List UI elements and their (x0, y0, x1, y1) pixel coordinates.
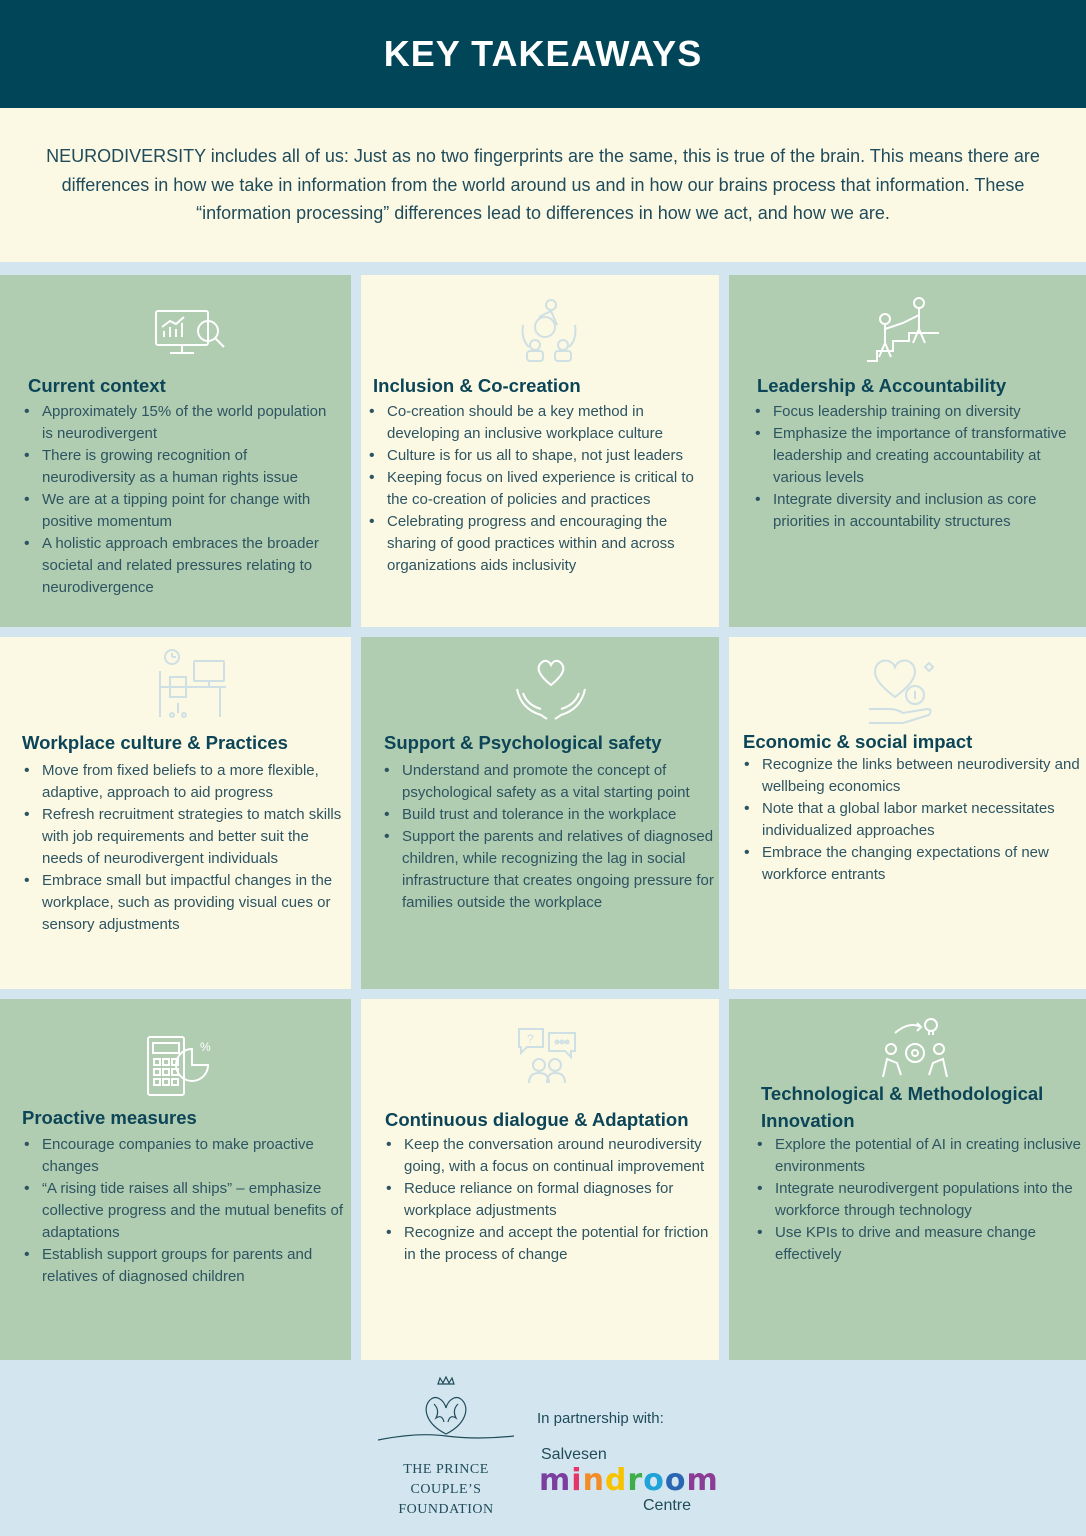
card-bullet-list (384, 1134, 714, 1266)
list-item: • Move from fixed beliefs to a more flexible, adaptive, approach to aid progress (22, 760, 342, 804)
list-item: • We are at a tipping point for change with positive momentum (22, 489, 340, 533)
list-item: • Celebrating progress and encouraging the sharing of good practices within and across organizations aids inclusivity (367, 511, 717, 577)
card-bullet-list (22, 1134, 350, 1288)
card-title: Inclusion & Co-creation (373, 375, 581, 396)
mindroom-letter: o (643, 1463, 665, 1498)
list-item: • Culture is for us all to shape, not just leaders (367, 445, 717, 467)
card-title: Support & Psychological safety (384, 732, 662, 753)
mindroom-letter: o (664, 1463, 687, 1498)
heart-coin-hand-icon (863, 653, 943, 729)
hands-heart-icon (511, 653, 591, 729)
card-bullet-list (367, 401, 717, 577)
foundation-name: THE PRINCE COUPLE’S FOUNDATION (398, 1462, 494, 1517)
card-bullet-list (22, 760, 342, 936)
helping-hand-stairs-icon (863, 293, 943, 369)
list-item: • “A rising tide raises all ships” – emphasize collective progress and the mutual benefits of adaptations (22, 1178, 350, 1244)
card-continuous-dialogue (361, 999, 719, 1360)
list-item: • Embrace small but impactful changes in the workplace, such as providing visual cues or sensory adjustments (22, 870, 342, 936)
card-workplace-culture (0, 637, 351, 989)
card-tech-innovation (729, 999, 1086, 1360)
card-title: Economic & social impact (743, 731, 973, 752)
list-item: • Recognize the links between neurodiversity and wellbeing economics (742, 754, 1086, 798)
list-item: • Keeping focus on lived experience is critical to the co-creation of policies and practices (367, 467, 717, 511)
partner-name-centre: Centre (643, 1497, 692, 1514)
list-item: • Reduce reliance on formal diagnoses for workplace adjustments (384, 1178, 714, 1222)
list-item: • Integrate neurodivergent populations into the workforce through technology (755, 1178, 1083, 1222)
list-item: • Refresh recruitment strategies to match skills with job requirements and better suit the needs of neurodivergent individuals (22, 804, 342, 870)
list-item: • Approximately 15% of the world population is neurodivergent (22, 401, 340, 445)
header-bar (0, 0, 1086, 108)
mindroom-letter: i (571, 1463, 583, 1498)
list-item: • Co-creation should be a key method in developing an inclusive workplace culture (367, 401, 717, 445)
card-economic-social (729, 637, 1086, 989)
card-title: Continuous dialogue & Adaptation (385, 1109, 689, 1130)
list-item: • Keep the conversation around neurodiversity going, with a focus on continual improvement (384, 1134, 714, 1178)
dialogue-bubbles-icon (509, 1019, 589, 1095)
list-item: • Support the parents and relatives of diagnosed children, while recognizing the lag in social infrastructure that creates ongoing pressure for families outside the workplace (382, 826, 718, 914)
list-item: • Recognize and accept the potential for friction in the process of change (384, 1222, 714, 1266)
card-leadership-accountability (729, 275, 1086, 627)
mindroom-letter: m (539, 1463, 572, 1498)
card-proactive-measures (0, 999, 351, 1360)
card-support-safety (361, 637, 719, 989)
list-item: • Understand and promote the concept of psychological safety as a vital starting point (382, 760, 718, 804)
mindroom-letter: n (582, 1463, 605, 1498)
list-item: • A holistic approach embraces the broader societal and related pressures relating to neurodivergence (22, 533, 340, 599)
svg-text:?: ? (527, 1032, 534, 1046)
partner-name-salvesen: Salvesen (541, 1446, 607, 1463)
card-title: Technological & Methodological Innovation (761, 1083, 1044, 1131)
card-title: Current context (28, 375, 166, 396)
footer (0, 1360, 1086, 1536)
card-bullet-list (742, 754, 1086, 886)
innovation-gears-icon (875, 1013, 955, 1089)
chart-analysis-icon (150, 303, 230, 379)
calculator-pie-icon (140, 1029, 220, 1105)
mindroom-letter: d (604, 1463, 628, 1498)
card-bullet-list (22, 401, 340, 599)
card-title: Workplace culture & Practices (22, 732, 288, 753)
list-item: • Use KPIs to drive and measure change effectively (755, 1222, 1083, 1266)
intro-text: NEURODIVERSITY includes all of us: Just as no two fingerprints are the same, this is true of the brain. This means there are differences in how we take in information from the world around us and in how our brains process that information. These “information processing” differences lead to differences in how we act, and how we are. (46, 146, 1040, 224)
card-current-context (0, 275, 351, 627)
list-item: • Note that a global labor market necessitates individualized approaches (742, 798, 1086, 842)
partner-logo-mindroom (539, 1463, 719, 1498)
list-item: • Build trust and tolerance in the workplace (382, 804, 718, 826)
partnership-label: In partnership with: (537, 1410, 664, 1427)
list-item: • Focus leadership training on diversity (753, 401, 1083, 423)
list-item: • Emphasize the importance of transformative leadership and creating accountability at various levels (753, 423, 1083, 489)
page-title: KEY TAKEAWAYS (383, 33, 703, 74)
card-title: Proactive measures (22, 1107, 197, 1128)
workspace-desk-icon (152, 647, 232, 723)
list-item: • There is growing recognition of neurodiversity as a human rights issue (22, 445, 340, 489)
mindroom-letter: m (686, 1463, 719, 1498)
list-item: • Embrace the changing expectations of new workforce entrants (742, 842, 1086, 886)
foundation-logo (378, 1374, 514, 1446)
list-item: • Explore the potential of AI in creating inclusive environments (755, 1134, 1083, 1178)
card-bullet-list (755, 1134, 1083, 1266)
list-item: • Encourage companies to make proactive changes (22, 1134, 350, 1178)
svg-text:%: % (200, 1040, 211, 1054)
list-item: • Establish support groups for parents and relatives of diagnosed children (22, 1244, 350, 1288)
card-title: Leadership & Accountability (757, 375, 1007, 396)
people-inclusion-icon (511, 295, 591, 371)
card-bullet-list (382, 760, 718, 914)
list-item: • Integrate diversity and inclusion as core priorities in accountability structures (753, 489, 1083, 533)
mindroom-letter: r (627, 1463, 644, 1498)
card-bullet-list (753, 401, 1083, 533)
intro-section (0, 108, 1086, 262)
card-inclusion-cocreation (361, 275, 719, 627)
